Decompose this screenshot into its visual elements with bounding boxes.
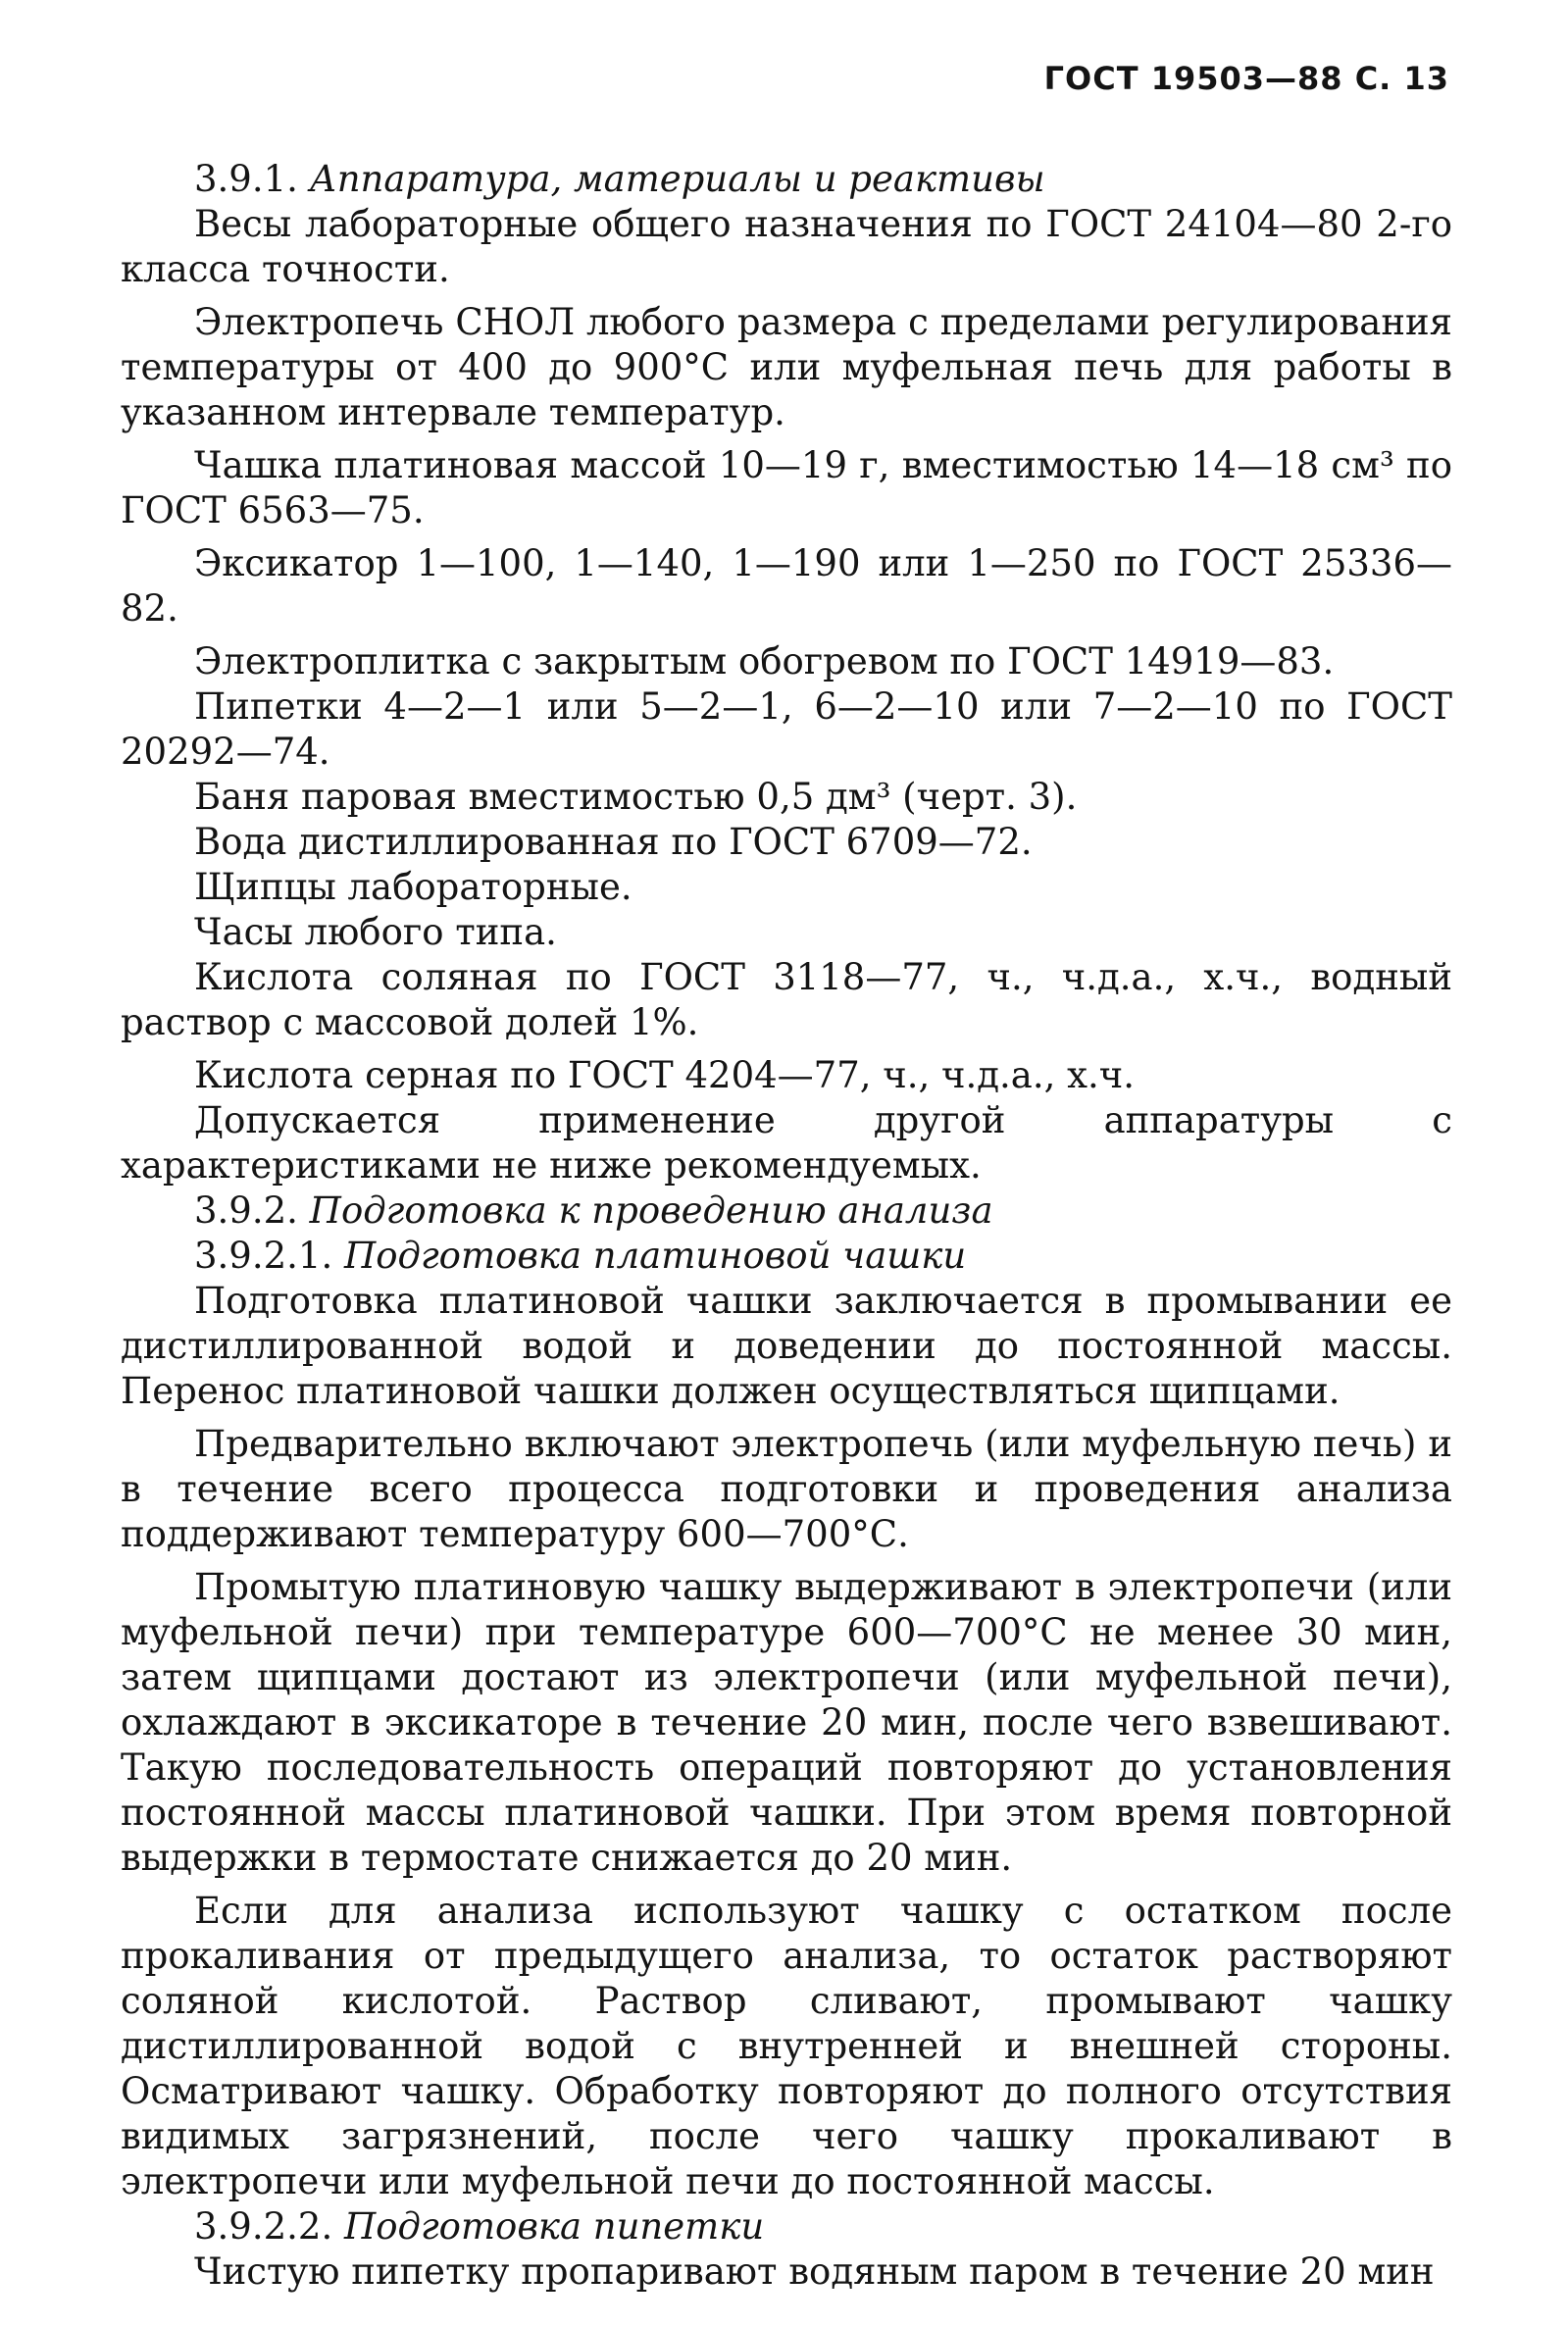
- paragraph-other-apparatus: Допускается применение другой аппаратуры с характеристиками не ниже рекомендуемых.: [121, 1099, 1452, 1187]
- paragraph-water: Вода дистиллированная по ГОСТ 6709—72.: [194, 821, 1033, 863]
- section-heading-3-9-2: [121, 1188, 1452, 1234]
- paragraph-hydrochloric-acid: Кислота соляная по ГОСТ 3118—77, ч., ч.д.а., х.ч., водный раствор с массовой долей 1%.: [121, 956, 1452, 1043]
- section-heading-3-9-1: [121, 157, 1452, 202]
- section-number: 3.9.2.1.: [194, 1235, 333, 1277]
- section-heading-3-9-2-1: [121, 1234, 1452, 1279]
- section-title: Подготовка к проведению анализа: [309, 1189, 993, 1232]
- paragraph-hold-cup: Промытую платиновую чашку выдерживают в электропечи (или муфельной печи) при температуре 600—700°С не менее 30 мин, затем щипцами достают из электропечи (или муфельной печи), охлаждают в эксикаторе в течение 20 мин, после чего взвешивают. Такую последовательность операций повторяют до установления постоянной массы платиновой чашки. При этом время повторной выдержки в термостате снижается до 20 мин.: [121, 1566, 1452, 1879]
- page-header: ГОСТ 19503—88 С. 13: [1043, 60, 1449, 97]
- paragraph-scales: Весы лабораторные общего назначения по ГОСТ 24104—80 2-го класса точности.: [121, 203, 1452, 290]
- paragraph-hotplate: Электроплитка с закрытым обогревом по ГОСТ 14919—83.: [194, 640, 1335, 682]
- section-heading-3-9-2-2: [121, 2204, 1452, 2249]
- paragraph-cup-preparation: Подготовка платиновой чашки заключается в промывании ее дистиллированной водой и доведении до постоянной массы. Перенос платиновой чашки должен осуществляться щипцами.: [121, 1280, 1452, 1412]
- paragraph-pipettes: Пипетки 4—2—1 или 5—2—1, 6—2—10 или 7—2—10 по ГОСТ 20292—74.: [121, 685, 1452, 773]
- paragraph-furnace: Электропечь СНОЛ любого размера с пределами регулирования температуры от 400 до 900°С или муфельная печь для работы в указанном интервале температур.: [121, 301, 1452, 433]
- section-title: Аппаратура, материалы и реактивы: [309, 158, 1045, 200]
- paragraph-desiccator: Эксикатор 1—100, 1—140, 1—190 или 1—250 по ГОСТ 25336—82.: [121, 542, 1452, 630]
- paragraph-reuse-cup: Если для анализа используют чашку с остатком после прокаливания от предыдущего анализа, то остаток растворяют соляной кислотой. Раствор сливают, промывают чашку дистиллированной водой с внутренней и внешней стороны. Осматривают чашку. Обработку повторяют до полного отсутствия видимых загрязнений, после чего чашку прокаливают в электропечи или муфельной печи до постоянной массы.: [121, 1890, 1452, 2202]
- paragraph-steam-bath: Баня паровая вместимостью 0,5 дм³ (черт. 3).: [194, 776, 1078, 818]
- section-title: Подготовка платиновой чашки: [343, 1235, 967, 1277]
- paragraph-pipette-steam: Чистую пипетку пропаривают водяным паром в течение 20 мин: [194, 2250, 1435, 2293]
- section-number: 3.9.2.: [194, 1189, 298, 1232]
- paragraph-clock: Часы любого типа.: [194, 911, 557, 953]
- paragraph-platinum-cup: Чашка платиновая массой 10—19 г, вместимостью 14—18 см³ по ГОСТ 6563—75.: [121, 444, 1452, 531]
- paragraph-preheat: Предварительно включают электропечь (или муфельную печь) и в течение всего процесса подготовки и проведения анализа поддерживают температуру 600—700°С.: [121, 1423, 1452, 1555]
- document-body: [121, 157, 1452, 2295]
- section-title: Подготовка пипетки: [343, 2205, 765, 2248]
- section-number: 3.9.1.: [194, 158, 298, 200]
- paragraph-tongs: Щипцы лабораторные.: [194, 866, 632, 908]
- section-number: 3.9.2.2.: [194, 2205, 333, 2248]
- paragraph-sulfuric-acid: Кислота серная по ГОСТ 4204—77, ч., ч.д.а., х.ч.: [194, 1054, 1135, 1096]
